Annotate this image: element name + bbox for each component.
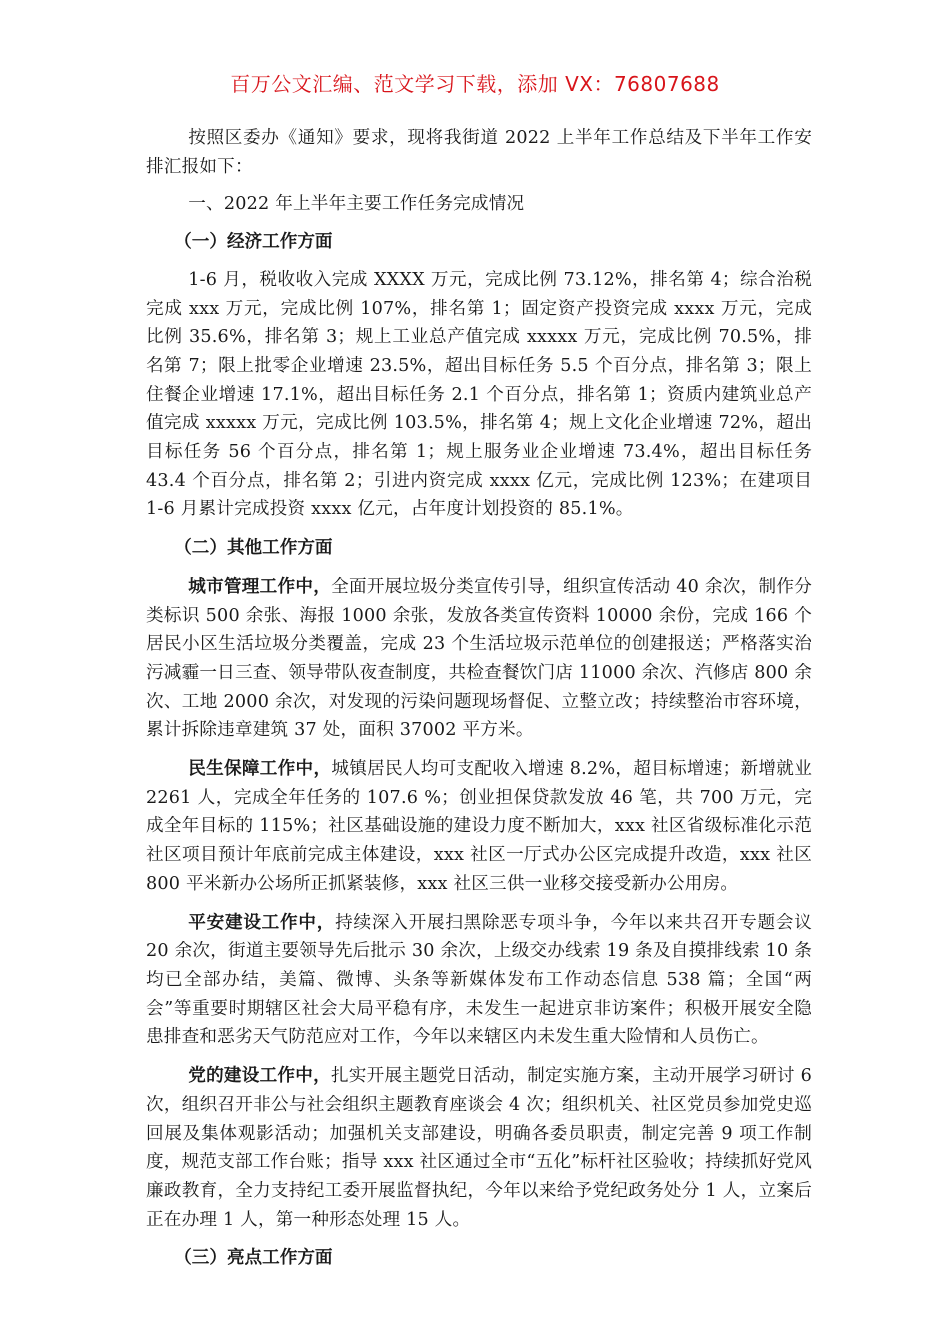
intro-paragraph: 按照区委办《通知》要求，现将我街道 2022 上半年工作总结及下半年工作安排汇报如下：: [146, 128, 812, 177]
livelihood-paragraph: [146, 755, 812, 899]
watermark-banner: 百万公文汇编、范文学习下载，添加 VX：76807688: [230, 72, 720, 96]
party-building-paragraph: [146, 1062, 812, 1234]
safety-paragraph: [146, 909, 812, 1053]
party-building-lead: 党的建设工作中，: [188, 1066, 331, 1087]
party-building-text: 扎实开展主题党日活动，制定实施方案，主动开展学习研讨 6 次，组织召开非公与社会组织主题教育座谈会 4 次；组织机关、社区党员参加党史巡回展及集体观影活动；加强机关支部建设，明确各委员职责，制定完善 9 项工作制度，规范支部工作台账；指导 xxx 社区通过全市“五化”标杆社区验收；持续抓好党风廉政教育，全力支持纪工委开展监督执纪，今年以来给予党纪政务处分 1 人，立案后正在办理 1 人，第一种形态处理 15 人。: [146, 1066, 812, 1230]
city-management-lead: 城市管理工作中，: [188, 576, 332, 597]
safety-lead: 平安建设工作中，: [188, 912, 336, 933]
subsection-highlights-title: （三）亮点工作方面: [174, 1248, 333, 1269]
city-management-paragraph: [146, 573, 812, 745]
document-body: [146, 124, 812, 1273]
livelihood-text: 城镇居民人均可支配收入增速 8.2%，超目标增速；新增就业 2261 人，完成全年任务的 107.6 %；创业担保贷款发放 46 笔，共 700 万元，完成全年目标的 115%；社区基础设施的建设力度不断加大，xxx 社区省级标准化示范社区项目预计年底前完成主体建设，xxx 社区一厅式办公区完成提升改造，xxx 社区 800 平米新办公场所正抓紧装修，xxx 社区三供一业移交接受新办公用房。: [146, 759, 812, 894]
livelihood-lead: 民生保障工作中，: [188, 759, 332, 780]
section-1-title: 一、2022 年上半年主要工作任务完成情况: [188, 194, 525, 215]
subsection-economy-title: （一）经济工作方面: [174, 232, 333, 253]
subsection-other-title: （二）其他工作方面: [174, 538, 333, 559]
economy-paragraph: 1-6 月，税收收入完成 XXXX 万元，完成比例 73.12%，排名第 4；综合治税完成 xxx 万元，完成比例 107%，排名第 1；固定资产投资完成 xxxx 万元，完成比例 35.6%，排名第 3；规上工业总产值完成 xxxxx 万元，完成比例 70.5%，排名第 7；限上批零企业增速 23.5%，超出目标任务 5.5 个百分点，排名第 3；限上住餐企业增速 17.1%，超出目标任务 2.1 个百分点，排名第 1；资质内建筑业总产值完成 xxxxx 万元，完成比例 103.5%，排名第 4；规上文化企业增速 72%，超出目标任务 56 个百分点，排名第 1；规上服务业企业增速 73.4%，超出目标任务 43.4 个百分点，排名第 2；引进内资完成 xxxx 亿元，完成比例 123%；在建项目 1-6 月累计完成投资 xxxx 亿元，占年度计划投资的 85.1%。: [146, 269, 812, 520]
safety-text: 持续深入开展扫黑除恶专项斗争，今年以来共召开专题会议 20 余次，街道主要领导先后批示 30 余次，上级交办线索 19 条及自摸排线索 10 条均已全部办结，美篇、微博、头条等新媒体发布工作动态信息 538 篇；全国“两会”等重要时期辖区社会大局平稳有序，未发生一起进京非访案件；积极开展安全隐患排查和恶劣天气防范应对工作，今年以来辖区内未发生重大险情和人员伤亡。: [146, 912, 812, 1048]
city-management-text: 全面开展垃圾分类宣传引导，组织宣传活动 40 余次，制作分类标识 500 余张、海报 1000 余张，发放各类宣传资料 10000 余份，完成 166 个居民小区生活垃圾分类覆盖，完成 23 个生活垃圾示范单位的创建报送；严格落实治污减霾一日三查、领导带队夜查制度，共检查餐饮门店 11000 余次、汽修店 800 余次、工地 2000 余次，对发现的污染问题现场督促、立整立改；持续整治市容环境，累计拆除违章建筑 37 处，面积 37002 平方米。: [146, 576, 812, 741]
